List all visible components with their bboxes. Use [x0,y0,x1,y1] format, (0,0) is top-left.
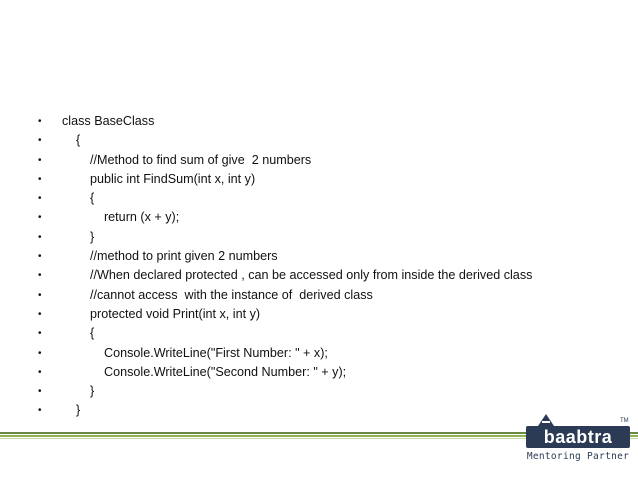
code-text: { [62,326,95,341]
code-text: { [62,133,81,148]
bullet-icon: • [38,231,42,243]
code-text: Console.WriteLine("Second Number: " + y); [62,364,347,379]
bullet-icon: • [38,154,42,166]
bullet-icon: • [38,328,42,340]
bullet-icon: • [38,193,42,205]
bullet-icon: • [38,405,42,417]
bullet-icon: • [38,173,42,185]
code-text: return (x + y); [62,210,180,225]
logo-trademark: TM [620,418,629,424]
bullet-icon: • [38,270,42,282]
code-text: //Method to find sum of give 2 numbers [62,152,312,167]
bullet-icon: • [38,251,42,263]
bullet-icon: • [38,116,42,127]
code-text: } [62,229,95,244]
bullet-icon: • [38,212,42,224]
code-text: //method to print given 2 numbers [62,249,278,264]
bullet-icon: • [38,289,42,301]
code-text: protected void Print(int x, int y) [62,306,261,321]
code-text: Console.WriteLine("First Number: " + x); [62,345,328,360]
bullet-icon: • [38,308,42,320]
baabtra-logo [526,412,630,470]
code-text: } [62,403,81,418]
bullet-icon: • [38,366,42,378]
bullet-icon: • [38,386,42,398]
code-text: //When declared protected , can be accessed only from inside the derived class [62,268,533,283]
bullet-icon: • [38,135,42,147]
code-text: { [62,191,95,206]
code-text: class BaseClass [62,114,155,128]
code-text: public int FindSum(int x, int y) [62,171,256,186]
logo-tagline: Mentoring Partner [526,451,630,462]
logo-wordmark: baabtra [543,427,613,447]
code-text: //cannot access with the instance of derived class [62,287,373,302]
bullet-icon: • [38,347,42,359]
code-text: } [62,384,95,399]
